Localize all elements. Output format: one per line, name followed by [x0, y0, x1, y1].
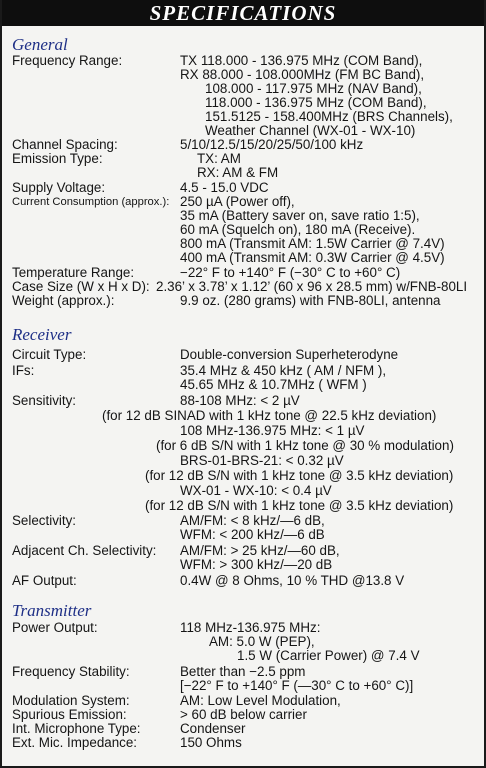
- spec-value: 151.5125 - 158.400MHz (BRS Channels),: [205, 109, 453, 124]
- spec-value: 9.9 oz. (280 grams) with FNB-80LI, antenna: [180, 293, 441, 308]
- spec-value: (for 12 dB S/N with 1 kHz tone @ 3.5 kHz deviation): [145, 498, 454, 513]
- spec-value: BRS-01-BRS-21: < 0.32 µV: [180, 453, 344, 468]
- spec-value: WFM: < 200 kHz/—6 dB: [180, 527, 325, 542]
- spec-label: Temperature Range:: [12, 265, 135, 280]
- title-banner: [2, 0, 484, 26]
- spec-value: RX 88.000 - 108.000MHz (FM BC Band),: [180, 67, 425, 82]
- spec-label: Current Consumption (approx.):: [12, 196, 170, 208]
- spec-value: Double-conversion Superheterodyne: [180, 347, 399, 362]
- spec-value: 60 mA (Squelch on), 180 mA (Receive).: [180, 222, 416, 237]
- spec-value: 118 MHz-136.975 MHz:: [180, 620, 321, 635]
- spec-value: Better than −2.5 ppm: [180, 664, 306, 679]
- spec-label: Emission Type:: [12, 151, 103, 166]
- spec-value: 45.65 MHz & 10.7MHz ( WFM ): [180, 377, 367, 392]
- spec-value: 35.4 MHz & 450 kHz ( AM / NFM ),: [180, 363, 387, 378]
- section-heading-transmitter: Transmitter: [12, 601, 92, 620]
- spec-value: 5/10/12.5/15/20/25/50/100 kHz: [180, 137, 364, 152]
- spec-value: AM: Low Level Modulation,: [180, 693, 341, 708]
- spec-value: TX: AM: [197, 151, 241, 166]
- spec-label: Adjacent Ch. Selectivity:: [12, 543, 157, 558]
- spec-label: Modulation System:: [12, 693, 130, 708]
- spec-label: Power Output:: [12, 620, 98, 635]
- spec-value: 0.4W @ 8 Ohms, 10 % THD @13.8 V: [180, 573, 405, 588]
- spec-value: 1.5 W (Carrier Power) @ 7.4 V: [237, 648, 420, 663]
- spec-value: 35 mA (Battery saver on, save ratio 1:5),: [180, 208, 420, 223]
- spec-value: AM/FM: < 8 kHz/—6 dB,: [180, 513, 325, 528]
- spec-label: Frequency Stability:: [12, 664, 130, 679]
- spec-label: Selectivity:: [12, 513, 76, 528]
- spec-label: AF Output:: [12, 573, 77, 588]
- spec-label: Supply Voltage:: [12, 180, 106, 195]
- spec-label: Case Size (W x H x D):: [12, 279, 150, 294]
- spec-value: AM/FM: > 25 kHz/—60 dB,: [180, 543, 340, 558]
- spec-value: AM: 5.0 W (PEP),: [209, 634, 315, 649]
- spec-value: 108 MHz-136.975 MHz: < 1 µV: [180, 423, 365, 438]
- spec-label: Sensitivity:: [12, 393, 76, 408]
- spec-value: Weather Channel (WX-01 - WX-10): [205, 123, 416, 138]
- spec-value: 118.000 - 136.975 MHz (COM Band),: [205, 95, 427, 110]
- spec-value: WX-01 - WX-10: < 0.4 µV: [180, 483, 332, 498]
- spec-value: RX: AM & FM: [197, 165, 279, 180]
- spec-value: (for 6 dB S/N with 1 kHz tone @ 30 % modulation): [156, 438, 454, 453]
- spec-value: (for 12 dB S/N with 1 kHz tone @ 3.5 kHz deviation): [145, 468, 454, 483]
- spec-value: 250 µA (Power off),: [180, 194, 295, 209]
- spec-value: [−22° F to +140° F (—30° C to +60° C)]: [180, 678, 414, 693]
- spec-label: Spurious Emission:: [12, 707, 127, 722]
- spec-value: −22° F to +140° F (−30° C to +60° C): [180, 265, 401, 280]
- spec-label: Circuit Type:: [12, 347, 87, 362]
- spec-label: IFs:: [12, 363, 35, 378]
- spec-value: 800 mA (Transmit AM: 1.5W Carrier @ 7.4V): [180, 236, 445, 251]
- spec-value: TX 118.000 - 136.975 MHz (COM Band),: [180, 53, 423, 68]
- spec-label: Frequency Range:: [12, 53, 123, 68]
- spec-value: 2.36’ x 3.78’ x 1.12’ (60 x 96 x 28.5 mm) w/FNB-80LI: [156, 279, 468, 294]
- spec-value: Condenser: [180, 721, 246, 736]
- spec-label: Weight (approx.):: [12, 293, 115, 308]
- spec-value: (for 12 dB SINAD with 1 kHz tone @ 22.5 kHz deviation): [102, 408, 437, 423]
- spec-value: > 60 dB below carrier: [180, 707, 307, 722]
- section-heading-receiver: Receiver: [12, 325, 72, 344]
- spec-value: 4.5 - 15.0 VDC: [180, 180, 269, 195]
- spec-value: 88-108 MHz: < 2 µV: [180, 393, 300, 408]
- section-heading-general: General: [12, 35, 68, 54]
- spec-value: 108.000 - 117.975 MHz (NAV Band),: [205, 81, 422, 96]
- spec-label: Ext. Mic. Impedance:: [12, 735, 138, 750]
- spec-label: Channel Spacing:: [12, 137, 118, 152]
- spec-value: 400 mA (Transmit AM: 0.3W Carrier @ 4.5V): [180, 250, 445, 265]
- spec-value: 150 Ohms: [180, 735, 242, 750]
- spec-value: WFM: > 300 kHz/—20 dB: [180, 557, 333, 572]
- page-title: SPECIFICATIONS: [149, 0, 337, 25]
- spec-label: Int. Microphone Type:: [12, 721, 141, 736]
